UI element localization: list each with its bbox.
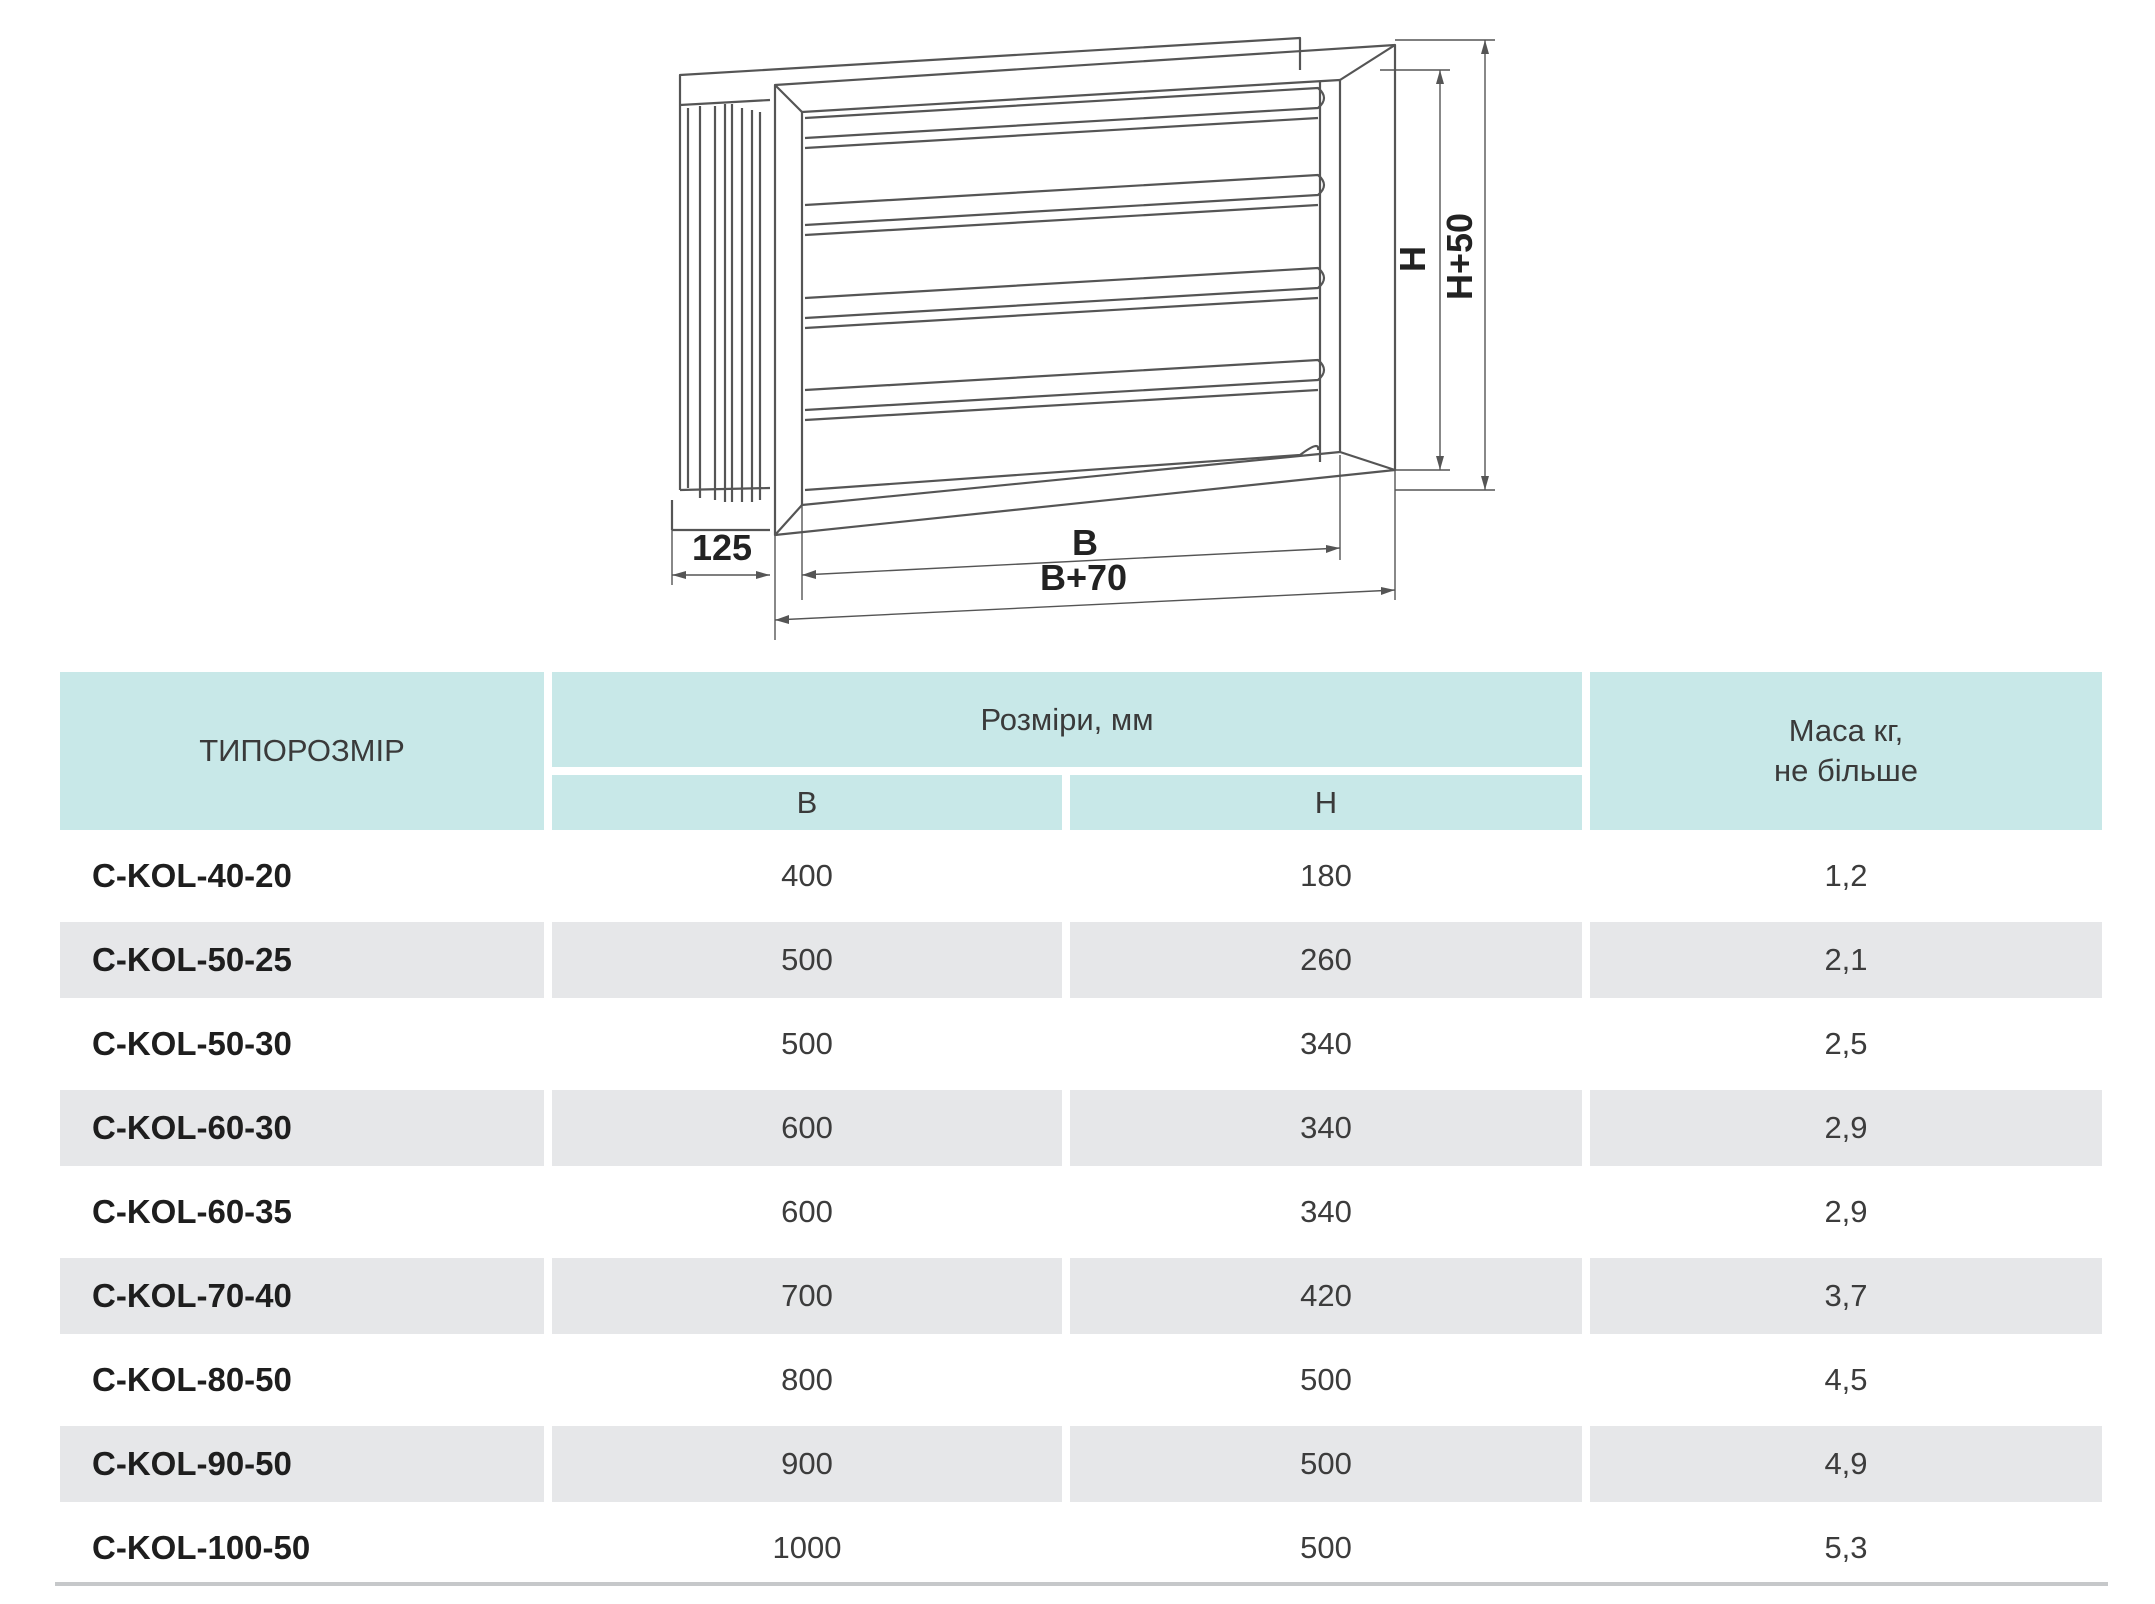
mass-cell: 2,9: [1590, 1090, 2102, 1166]
side-channels: [700, 104, 760, 502]
model-cell: C-KOL-50-25: [60, 922, 544, 998]
h-cell: 420: [1070, 1258, 1582, 1334]
bottom-rule: [55, 1582, 2108, 1586]
table-row: [60, 1342, 2102, 1418]
h-header: H: [1070, 775, 1582, 830]
table-row: [60, 1426, 2102, 1502]
h-cell: 500: [1300, 1362, 1352, 1397]
table-row: [60, 1174, 2102, 1250]
b-cell: 700: [552, 1258, 1062, 1334]
h-cell: 500: [1300, 1530, 1352, 1565]
model-cell: C-KOL-40-20: [92, 857, 292, 894]
dim-b70-label: B+70: [1040, 557, 1128, 598]
table-row: [60, 1090, 2102, 1166]
h-cell: 340: [1070, 1090, 1582, 1166]
mass-cell: 2,1: [1590, 922, 2102, 998]
mass-cell: 4,5: [1824, 1362, 1868, 1397]
mass-header-line2: не більше: [1774, 753, 1918, 788]
dim-h50-label: H+50: [1439, 212, 1480, 300]
dim-depth-label: 125: [692, 527, 753, 568]
dim-h-label: H: [1392, 246, 1433, 272]
louver-blades: [805, 88, 1324, 490]
mass-cell: 1,2: [1824, 858, 1868, 893]
table-row: [60, 1258, 2102, 1334]
dimensions-header: Розміри, мм: [552, 672, 1582, 767]
mass-cell: 3,7: [1590, 1258, 2102, 1334]
b-cell: 500: [552, 922, 1062, 998]
damper-drawing: [0, 0, 2155, 650]
mass-cell: 2,5: [1824, 1026, 1868, 1061]
type-header: ТИПОРОЗМІР: [60, 672, 544, 830]
h-cell: 340: [1300, 1194, 1352, 1229]
b-cell: 600: [781, 1194, 833, 1229]
h-cell: 260: [1070, 922, 1582, 998]
b-cell: 800: [781, 1362, 833, 1397]
dim-b-label: B: [1072, 522, 1098, 563]
model-cell: C-KOL-60-35: [92, 1193, 292, 1230]
table-row: [60, 1006, 2102, 1082]
b-header: B: [552, 775, 1062, 830]
mass-cell: 4,9: [1590, 1426, 2102, 1502]
mass-cell: 2,9: [1824, 1194, 1868, 1229]
b-cell: 600: [552, 1090, 1062, 1166]
model-cell: C-KOL-60-30: [60, 1090, 544, 1166]
b-cell: 500: [781, 1026, 833, 1061]
table-row: [60, 922, 2102, 998]
mass-header: [1590, 672, 2102, 830]
table-body: [60, 838, 2102, 1586]
housing-frame: [672, 38, 1300, 530]
model-cell: C-KOL-50-30: [92, 1025, 292, 1062]
model-cell: C-KOL-80-50: [92, 1361, 292, 1398]
b-cell: 400: [781, 858, 833, 893]
mass-cell: 5,3: [1824, 1530, 1868, 1565]
b-cell: 900: [552, 1426, 1062, 1502]
b-cell: 1000: [772, 1530, 842, 1565]
mass-header-line1: Маса кг,: [1788, 713, 1904, 748]
dimensions-table: [52, 664, 2110, 1594]
h-cell: 500: [1070, 1426, 1582, 1502]
model-cell: C-KOL-90-50: [60, 1426, 544, 1502]
h-cell: 180: [1300, 858, 1352, 893]
table-row: [60, 838, 2102, 914]
spec-table: [60, 672, 2102, 1586]
table-row: [60, 1510, 2102, 1586]
model-cell: C-KOL-100-50: [92, 1529, 311, 1566]
damper-drawing-svg: [0, 0, 2155, 650]
h-cell: 340: [1300, 1026, 1352, 1061]
model-cell: C-KOL-70-40: [60, 1258, 544, 1334]
